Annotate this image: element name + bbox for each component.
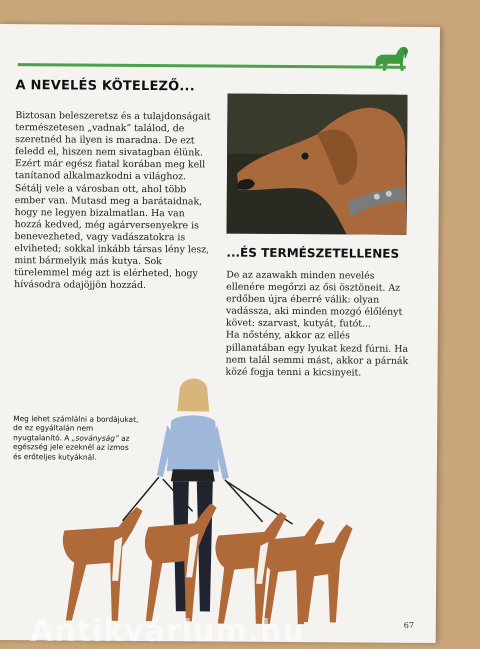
page-number: 67 bbox=[403, 620, 415, 630]
dog-head-photo bbox=[227, 94, 408, 235]
caption-text-1: Meg lehet számlálni a bordájukat, de ez egyáltalán nem nyugtalanító. A bbox=[13, 414, 139, 443]
heading-left: A NEVELÉS KÖTELEZŐ... bbox=[15, 78, 195, 95]
heading-right: ...ÉS TERMÉSZETELLENES bbox=[226, 245, 400, 261]
paragraph-left: Biztosan beleszeretsz és a tulajdonságait természetesen „vadnak” találod, de szeretnéd ha ilyen is maradna. De ezt feledd el, hiszen nem sivatagban élünk. Ezért már egész fiatal korában meg kell tanítanod alkalmazkodni a világhoz. Sétálj vele a városban ott, ahol több ember van. Mutasd meg a barátaidnak, hogy ne legyen bizalmatlan. Ha van hozzá kedved, még agárversenyekre is benevezheted, vagy vadászatokra is elviheted; sokkal inkább társas lény lesz, mint bármelyik más kutya. Sok türelemmel még azt is elérheted, hogy hívásodra odajöjjön hozzád. bbox=[14, 110, 211, 292]
watermark: Antikvárium.hu bbox=[30, 614, 305, 649]
woman-with-dogs-photo bbox=[52, 350, 362, 642]
dog-silhouette-icon bbox=[370, 43, 410, 77]
body-left bbox=[14, 110, 213, 293]
book-page bbox=[0, 24, 440, 643]
paragraph-right-1: De az azawakh minden nevelés ellenére megőrzi az ősi ösztöneit. Az erdőben újra éberré válik: olyan vadássza, aki minden mozgó élőlényt követ: szarvast, kutyát, futót... bbox=[225, 269, 403, 330]
paragraph-right-2: Ha nőstény, akkor az ellés pillanatában egy lyukat kezd fúrni. Ha nem talál semmi mást, akkor a párnák közé fogja tenni a kicsinyeit. bbox=[225, 330, 409, 379]
caption-italic: „soványság” bbox=[71, 433, 119, 443]
green-rule bbox=[18, 63, 406, 69]
caption-text-2: az egészség jele ezeknél az izmos és erőteljes kutyáknál. bbox=[12, 433, 130, 462]
